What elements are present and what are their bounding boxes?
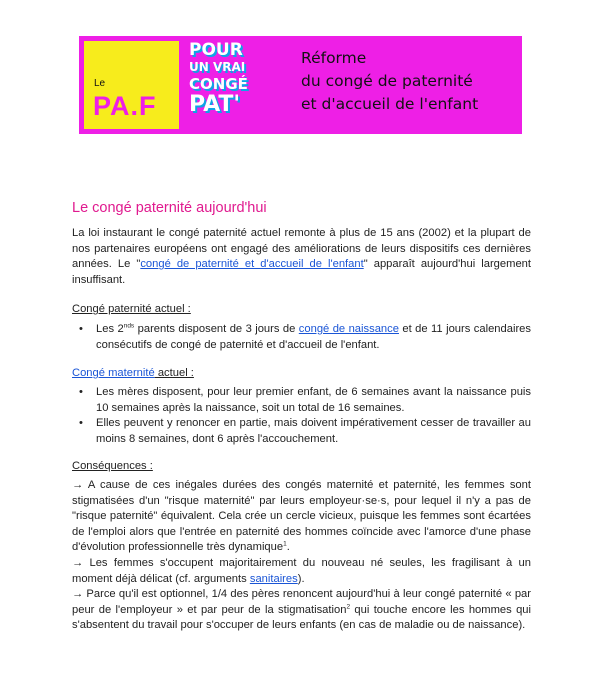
banner-title-line: et d'accueil de l'enfant [301, 95, 479, 113]
superscript: nds [123, 322, 135, 330]
section-title: Le congé paternité aujourd'hui [72, 200, 267, 216]
banner-title-line: du congé de paternité [301, 72, 473, 90]
consequence-paragraph [72, 556, 531, 587]
bullet-text: et de 11 jours calendaires consécutifs de congé de paternité et d'accueil de l'enfant. [96, 323, 531, 351]
paragraph-text: qui touche encore les hommes qui s'absentent du travail pour s'occuper de leurs enfants (en cas de maladie ou de naissance). [72, 603, 531, 632]
consequence-paragraph [72, 587, 531, 634]
consequences-heading: Conséquences : [72, 460, 153, 472]
heading-text: actuel : [154, 367, 194, 379]
slogan-line: CONGÉ [189, 75, 248, 93]
paragraph-text: ). [297, 572, 305, 585]
bullet-icon: • [79, 417, 83, 429]
maternite-bullet [79, 385, 531, 416]
paf-logo [84, 41, 179, 129]
header-banner [79, 36, 522, 134]
conge-maternite-link[interactable]: Congé maternité [72, 367, 155, 379]
slogan-line: POUR [189, 40, 243, 60]
banner-title-line: Réforme [301, 49, 367, 67]
logo-le: Le [94, 78, 106, 89]
bullet-text: parents disposent de 3 jours de [134, 323, 299, 335]
conge-naissance-link[interactable]: congé de naissance [298, 323, 399, 335]
bullet-text: Les mères disposent, pour leur premier enfant, de 6 semaines avant la naissance puis 10 semaines après la naissance, soit un total de 16 semaines. [96, 386, 531, 414]
paragraph-text: . [286, 541, 290, 554]
bullet-text: Elles peuvent y renoncer en partie, mais doivent impérativement cesser de travailler au moins 8 semaines, dont 6 après l'accouchement. [96, 417, 531, 445]
slogan-line: UN VRAI [189, 60, 246, 74]
intro-text: La loi instaurant le congé paternité actuel remonte à plus de 15 ans (2002) et la plupart de nos partenaires européens ont engagé des améliorations de leurs dispositifs ces dernières années. Le " [72, 227, 531, 271]
paragraph-text: → Parce qu'il est optionnel, 1/4 des pères renoncent aujourd'hui à leur congé paternité « par peur de l'employeur » et par peur de la stigmatisation [72, 588, 531, 616]
paternite-bullet [79, 322, 531, 353]
footnote-ref: 2 [346, 602, 351, 610]
bullet-text: Les 2 [96, 323, 124, 335]
logo-paf: PA.F [93, 91, 157, 121]
conge-paternite-link[interactable]: congé de paternité et d'accueil de l'enfant [140, 258, 364, 271]
sanitaires-link[interactable]: sanitaires [249, 572, 298, 585]
maternite-heading [72, 366, 531, 382]
footnote-ref: 1 [283, 540, 287, 548]
slogan-line: PAT' [189, 92, 241, 117]
paragraph-text: → A cause de ces inégales durées des congés maternité et paternité, les femmes sont stigmatisées d'un "risque maternité" par leurs employeur·se·s, pour lequel il n'y a pas de "risque paternité" équivalent. Cela crée un cercle vicieux, puisque les femmes sont écartées de l'emploi alors que l'entrée en paternité des hommes coïncide avec l'amorce d'une phase d'évolution professionnelle très dynamique [72, 479, 531, 554]
bullet-icon: • [79, 386, 83, 398]
paragraph-text: → Les femmes s'occupent majoritairement du nouveau né seules, les fragilisant à un moment déjà délicat (cf. arguments [72, 557, 531, 585]
intro-paragraph [72, 226, 531, 288]
slogan-logo [189, 42, 279, 128]
banner-title [301, 47, 478, 116]
paternite-heading: Congé paternité actuel : [72, 303, 191, 315]
maternite-bullet [79, 416, 531, 447]
consequence-paragraph [72, 478, 531, 556]
intro-text: " apparaît aujourd'hui largement insuffisant. [72, 258, 532, 286]
bullet-icon: • [79, 323, 83, 335]
